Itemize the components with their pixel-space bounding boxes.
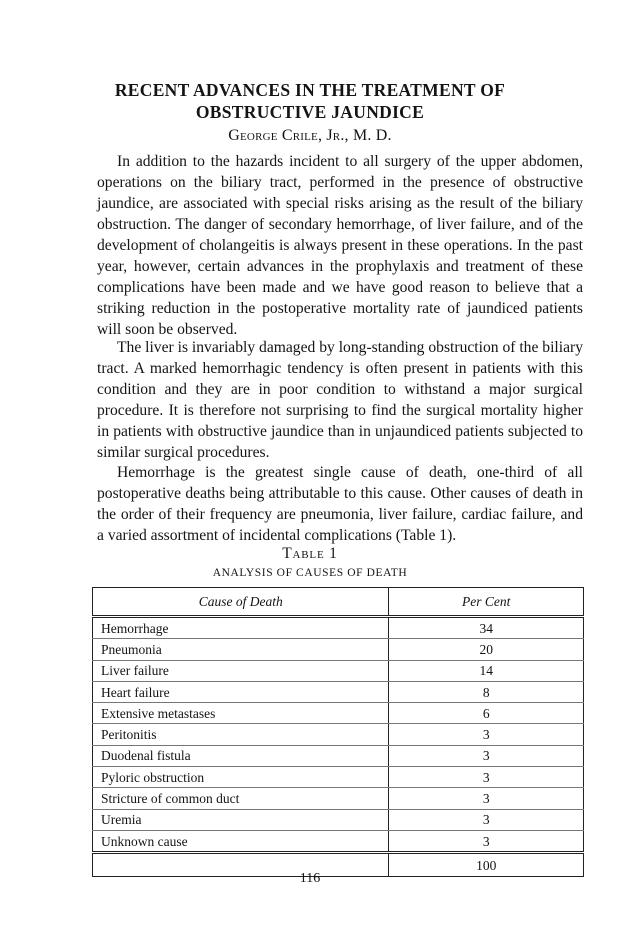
cause-cell: Duodenal fistula <box>93 745 389 766</box>
body-paragraph: In addition to the hazards incident to all surgery of the upper abdomen, operations on the biliary tract, performed in the presence of obstructive jaundice, are associated with special risks arising as the result of the biliary obstruction. The danger of secondary hemorrhage, of liver failure, and of the development of cholangeitis is always present in these operations. In the past year, however, certain advances in the prophylaxis and treatment of these complications have been made and we have good reason to believe that a striking reduction in the postoperative mortality rate of jaundiced patients will soon be observed. <box>97 153 583 338</box>
percent-cell: 3 <box>389 830 584 852</box>
cause-cell: Unknown cause <box>93 830 389 852</box>
cause-cell: Pyloric obstruction <box>93 767 389 788</box>
table-row <box>93 724 584 745</box>
cause-cell: Peritonitis <box>93 724 389 745</box>
author-byline: George Crile, Jr., M. D. <box>228 127 392 144</box>
table-body <box>93 617 584 877</box>
column-header-cause: Cause of Death <box>93 588 389 617</box>
percent-cell: 3 <box>389 745 584 766</box>
table-row <box>93 830 584 852</box>
causes-of-death-table <box>92 587 584 877</box>
total-percent-cell: 100 <box>389 853 584 877</box>
table-header-row <box>93 588 584 617</box>
percent-cell: 6 <box>389 703 584 724</box>
article-title-line-1: RECENT ADVANCES IN THE TREATMENT OF <box>114 80 506 100</box>
body-paragraph: Hemorrhage is the greatest single cause of death, one-third of all postoperative deaths being attributable to this cause. Other causes of death in the order of their frequency are pneumonia, liver failure, cardiac failure, and a varied assortment of incidental complications (Table 1). <box>97 464 583 544</box>
table-row <box>93 745 584 766</box>
percent-cell: 20 <box>389 639 584 660</box>
table-row <box>93 617 584 639</box>
table-row <box>93 767 584 788</box>
cause-cell: Liver failure <box>93 660 389 681</box>
percent-cell: 34 <box>389 617 584 639</box>
percent-cell: 14 <box>389 660 584 681</box>
table-row <box>93 681 584 702</box>
percent-cell: 3 <box>389 724 584 745</box>
percent-cell: 8 <box>389 681 584 702</box>
page-number: 116 <box>299 871 321 886</box>
table-row <box>93 703 584 724</box>
percent-cell: 3 <box>389 788 584 809</box>
cause-cell: Pneumonia <box>93 639 389 660</box>
percent-cell: 3 <box>389 809 584 830</box>
table-caption: ANALYSIS OF CAUSES OF DEATH <box>212 567 408 579</box>
cause-cell: Extensive metastases <box>93 703 389 724</box>
table-row <box>93 639 584 660</box>
cause-cell: Uremia <box>93 809 389 830</box>
percent-cell: 3 <box>389 767 584 788</box>
table-row <box>93 788 584 809</box>
column-header-percent: Per Cent <box>389 588 584 617</box>
cause-cell: Heart failure <box>93 681 389 702</box>
table-label: Table 1 <box>282 545 338 562</box>
table-row <box>93 660 584 681</box>
cause-cell: Stricture of common duct <box>93 788 389 809</box>
table-row <box>93 809 584 830</box>
article-title-line-2: OBSTRUCTIVE JAUNDICE <box>195 102 425 122</box>
body-paragraph: The liver is invariably damaged by long-standing obstruction of the biliary tract. A marked hemorrhagic tendency is often present in patients with this condition and they are in poor condition to withstand a major surgical procedure. It is therefore not surprising to find the surgical mortality higher in patients with obstructive jaundice than in unjaundiced patients subjected to similar surgical procedures. <box>97 339 583 461</box>
cause-cell: Hemorrhage <box>93 617 389 639</box>
